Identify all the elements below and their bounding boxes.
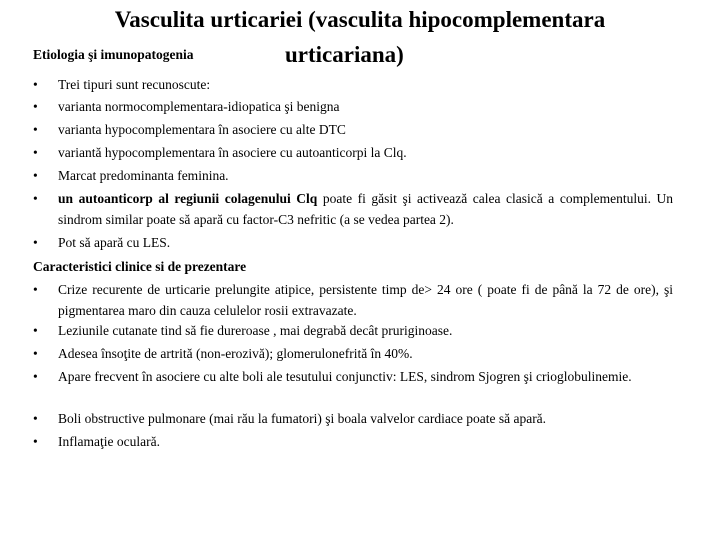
bullet-icon: • xyxy=(33,77,38,92)
list-item xyxy=(33,232,673,253)
list-item-text xyxy=(58,188,673,230)
bullet-icon: • xyxy=(33,99,38,114)
page-title-line-1: Vasculita urticariei (vasculita hipocomplementara xyxy=(114,7,606,32)
list-item-text: varianta hypocomplementara în asociere cu alte DTC xyxy=(58,122,346,137)
page-title-line-2: urticariana) xyxy=(285,42,404,67)
list-item-text: Leziunile cutanate tind să fie dureroase , mai degrabă decât pruriginoase. xyxy=(58,323,453,338)
list-item-text: Crize recurente de urticarie prelungite atipice, persistente timp de> 24 ore ( poate fi de până la 72 de ore), şi pigmentarea maro din cauza celulelor rosii extravazate. xyxy=(58,282,673,318)
list-item xyxy=(33,188,673,230)
list-item xyxy=(33,408,673,429)
list-item xyxy=(33,431,673,452)
list-item xyxy=(33,142,673,163)
bullet-icon: • xyxy=(33,235,38,250)
list-item-text: Boli obstructive pulmonare (mai rău la fumatori) şi boala valvelor cardiace poate să apară. xyxy=(58,411,547,426)
list-item-text: Pot să apară cu LES. xyxy=(58,235,171,250)
list-item xyxy=(33,320,673,341)
list-item-text: Adesea însoţite de artrită (non-erozivă); glomerulonefrită în 40%. xyxy=(58,346,413,361)
bullet-icon: • xyxy=(33,346,38,361)
bullet-icon: • xyxy=(33,145,38,160)
list-item xyxy=(33,343,673,364)
bullet-icon: • xyxy=(33,411,38,426)
list-item-text: Inflamaţie oculară. xyxy=(58,434,160,449)
bullet-icon: • xyxy=(33,282,38,297)
list-item-text: varianta normocomplementara-idiopatica şi benigna xyxy=(58,99,340,114)
list-item xyxy=(33,74,673,95)
list-item xyxy=(33,366,673,387)
bullet-icon: • xyxy=(33,434,38,449)
list-item-rest-text: poate fi găsit şi activează calea clasică a complementului. Un sindrom similar poate să apară cu factor-C3 nefritic (a se vedea partea 2). xyxy=(58,191,673,227)
bullet-icon: • xyxy=(33,168,38,183)
list-item-text: variantă hypocomplementara în asociere cu autoanticorpi la Clq. xyxy=(58,145,407,160)
section-heading-etiology: Etiologia şi imunopatogenia xyxy=(33,47,194,62)
bullet-icon: • xyxy=(33,369,38,384)
list-item xyxy=(33,119,673,140)
list-item-text: Marcat predominanta feminina. xyxy=(58,168,229,183)
bullet-icon: • xyxy=(33,122,38,137)
bullet-icon: • xyxy=(33,323,38,338)
list-item xyxy=(33,279,673,321)
list-item-text: Trei tipuri sunt recunoscute: xyxy=(58,77,211,92)
list-item xyxy=(33,96,673,117)
list-item-text: Apare frecvent în asociere cu alte boli ale tesutului conjunctiv: LES, sindrom Sjogren şi crioglobulinemie. xyxy=(58,369,632,384)
bullet-icon: • xyxy=(33,191,38,206)
list-item xyxy=(33,165,673,186)
section-heading-clinical: Caracteristici clinice si de prezentare xyxy=(33,259,247,274)
list-item-bold-text: un autoanticorp al regiunii colagenului Clq xyxy=(58,191,318,206)
